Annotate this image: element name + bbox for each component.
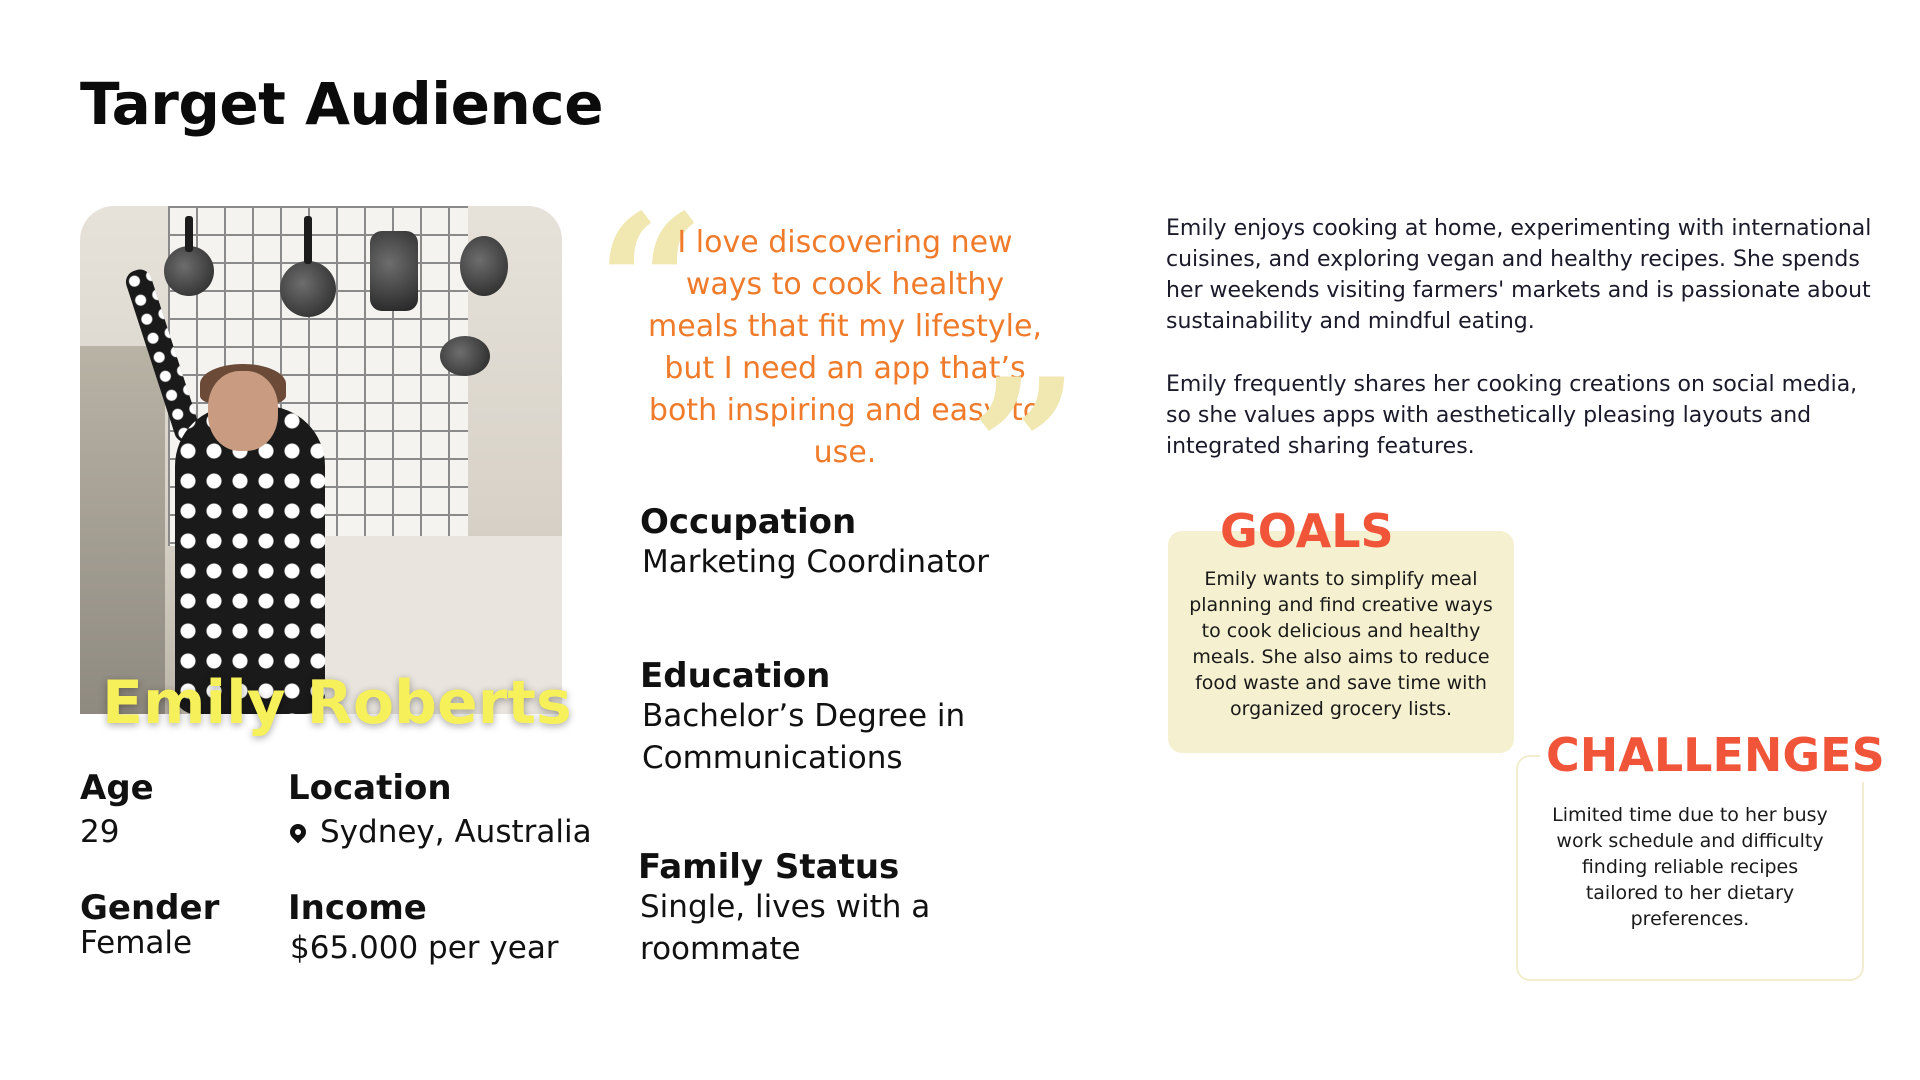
occupation-label: Occupation (640, 502, 857, 542)
income-label: Income (288, 888, 427, 928)
challenges-title: CHALLENGES (1540, 728, 1891, 782)
persona-name: Emily Roberts (102, 668, 572, 738)
gender-value: Female (80, 925, 193, 961)
pan-icon (280, 261, 336, 317)
description-paragraph-2: Emily frequently shares her cooking creations on social media, so she values apps with aesthetically pleasing layouts and integrated sharing features. (1166, 372, 1858, 459)
close-quote-icon: ” (970, 337, 1080, 560)
persona-quote: I love discovering new ways to cook healthy meals that fit my lifestyle, but I need an app that’s both inspiring and easy to use. (648, 225, 1042, 470)
pot-icon (460, 236, 508, 296)
page-title: Target Audience (80, 70, 604, 138)
location-pin-icon (287, 821, 310, 844)
person-head (208, 371, 278, 451)
persona-photo (80, 206, 562, 714)
goals-text: Emily wants to simplify meal planning and find creative ways to cook delicious and healthy meals. She also aims to reduce food waste and save time with organized grocery lists. (1189, 568, 1493, 720)
gender-label: Gender (80, 888, 220, 928)
age-value: 29 (80, 814, 120, 850)
pan-handle (304, 216, 312, 264)
open-quote-icon: “ (596, 173, 706, 396)
location-label: Location (288, 768, 452, 808)
age-label: Age (80, 768, 154, 808)
pan-icon (164, 246, 214, 296)
description-paragraph-1: Emily enjoys cooking at home, experimenting with international cuisines, and exploring vegan and healthy recipes. She spends her weekends visiting farmers' markets and is passionate about sustainability and mindful eating. (1166, 216, 1872, 334)
education-label: Education (640, 656, 831, 696)
kettle-icon (440, 336, 490, 376)
pan-handle (185, 216, 193, 252)
income-value: $65.000 per year (290, 930, 559, 966)
family-status-line-1: Single, lives with a (640, 889, 931, 925)
goals-title: GOALS (1220, 504, 1394, 558)
family-status-line-2: roommate (640, 931, 801, 967)
pot-icon (370, 231, 418, 311)
challenges-text: Limited time due to her busy work schedule and difficulty finding reliable recipes tailored to her dietary preferences. (1552, 804, 1828, 930)
family-status-label: Family Status (638, 847, 900, 887)
education-line-2: Communications (642, 740, 903, 776)
location-value (290, 814, 592, 850)
location-text: Sydney, Australia (320, 814, 592, 850)
photo-wall (80, 346, 165, 714)
occupation-value: Marketing Coordinator (642, 544, 989, 580)
education-line-1: Bachelor’s Degree in (642, 698, 966, 734)
